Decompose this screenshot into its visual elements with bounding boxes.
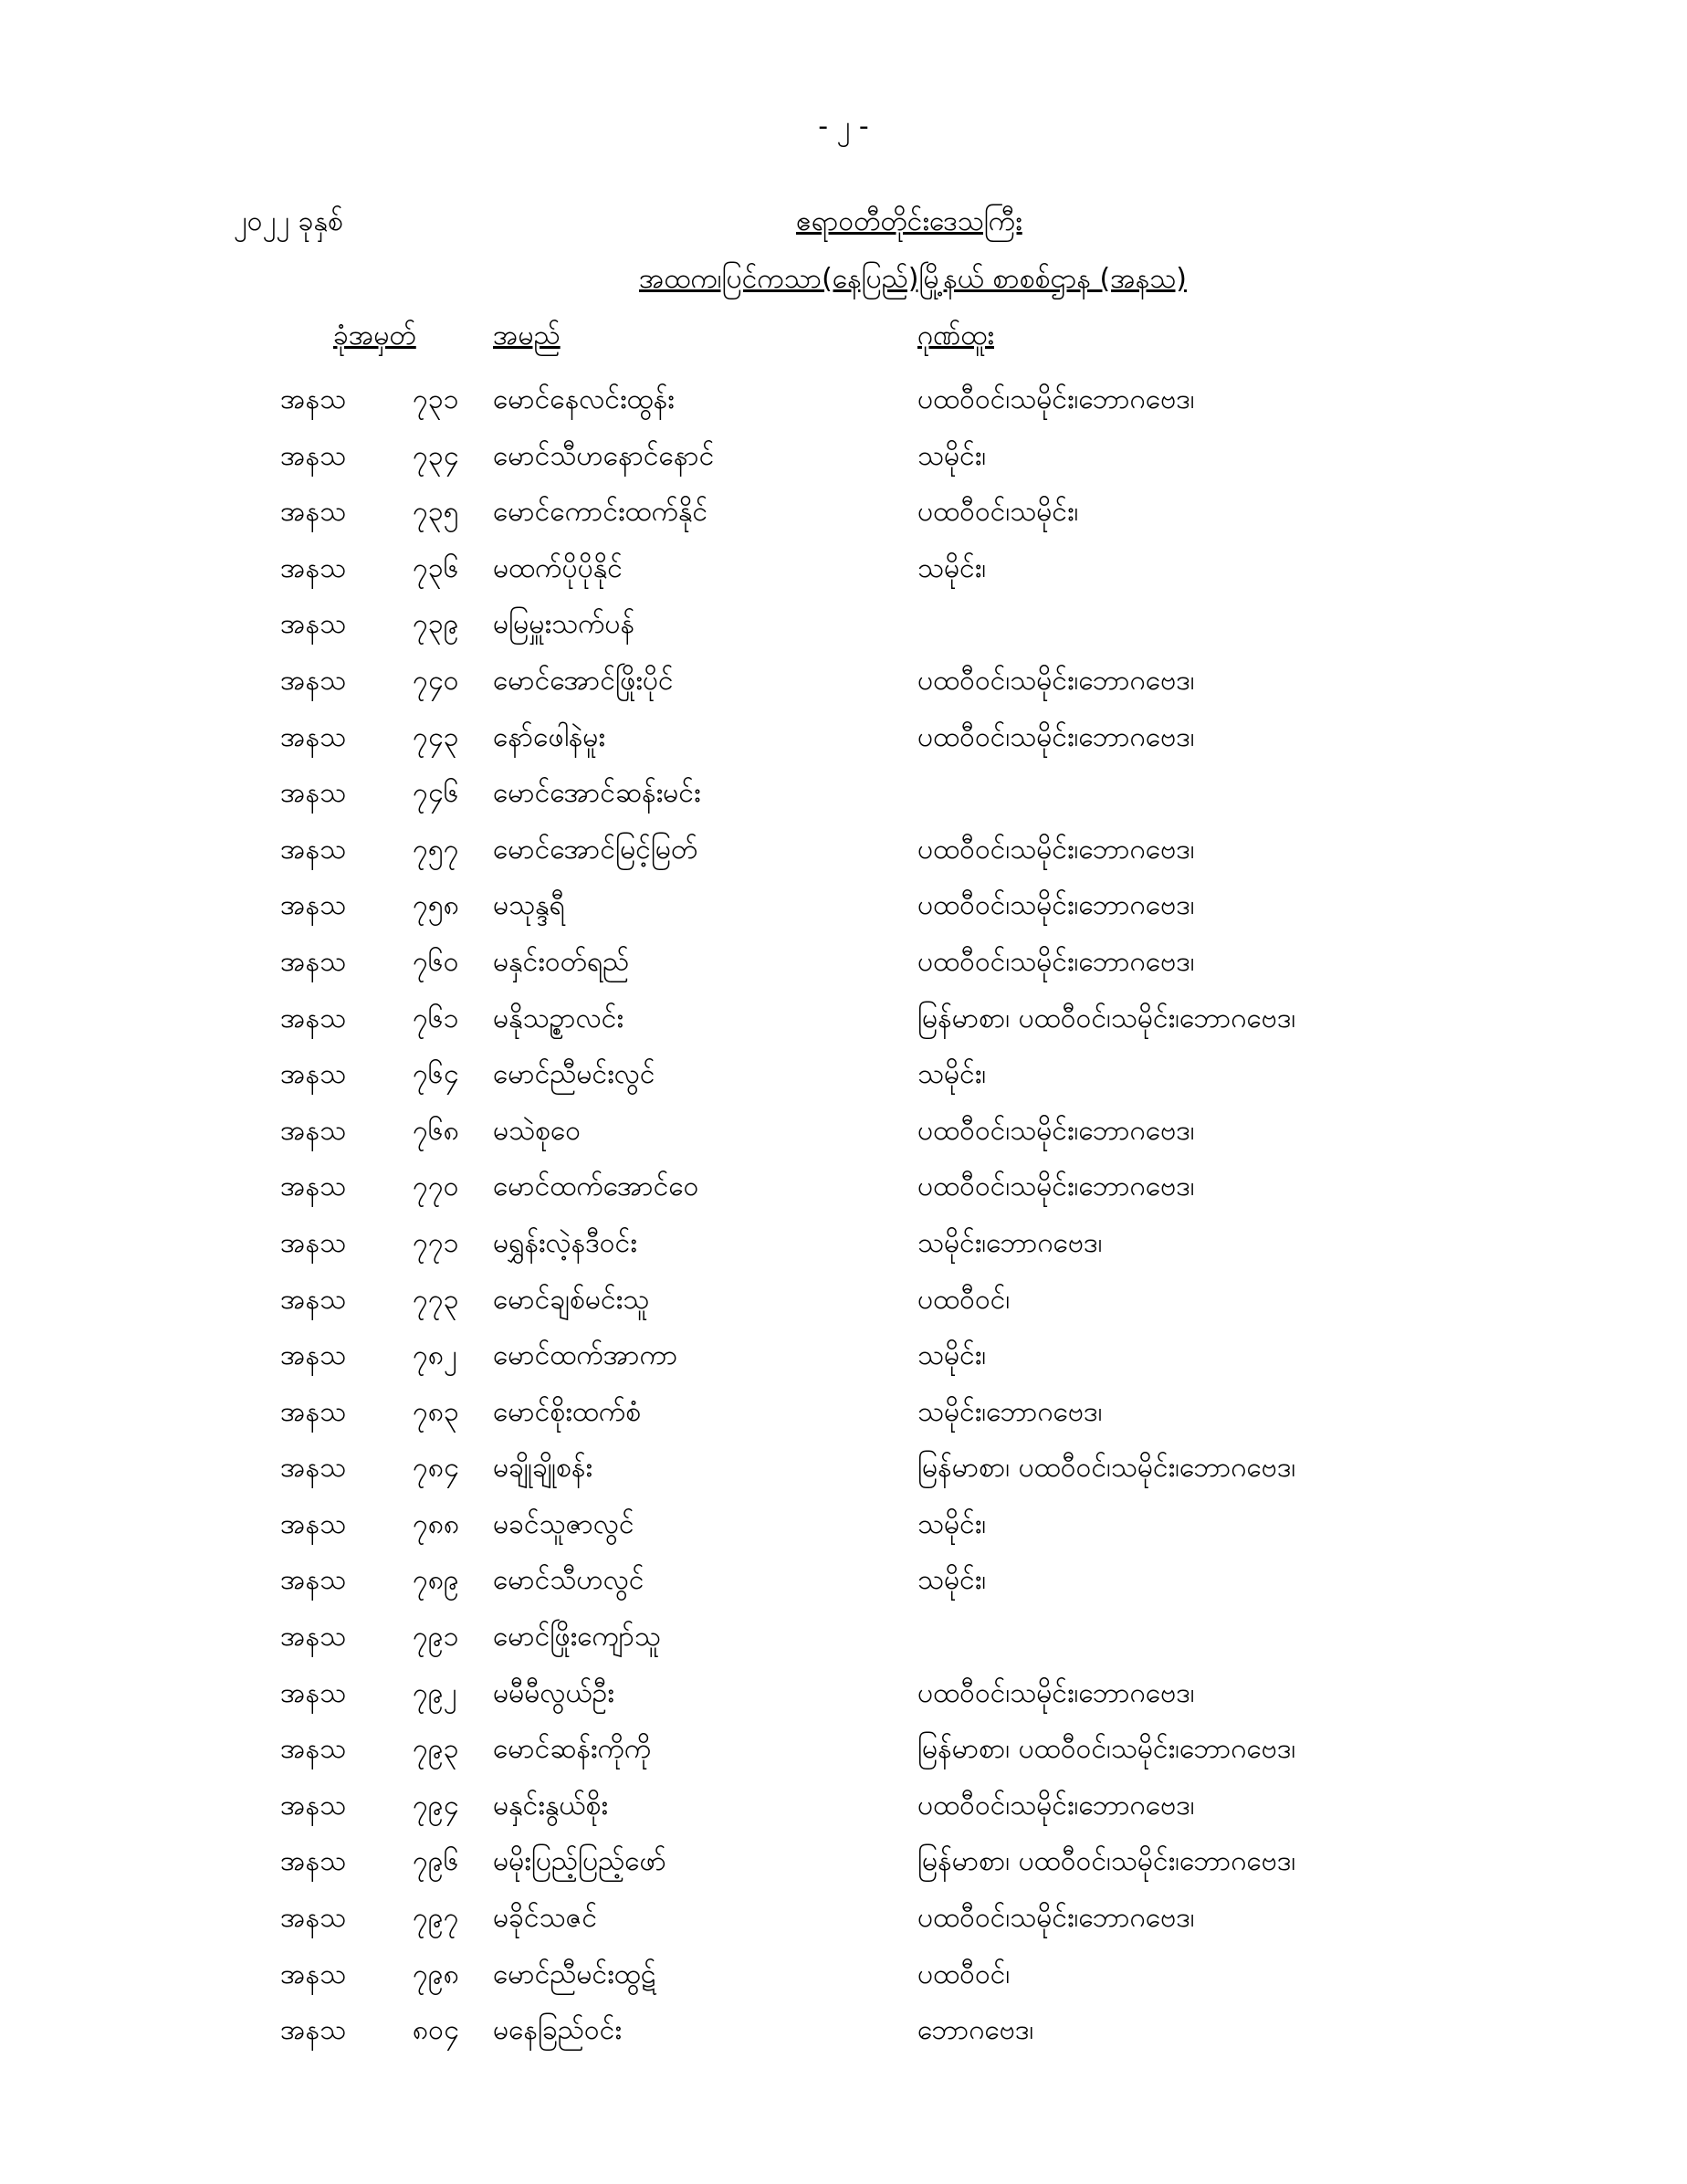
roll-number: ၇၈၉ (413, 1564, 459, 1597)
distinction-subjects: ဘောဂဗေဒ၊ (917, 2014, 1034, 2047)
student-name: မခင်သူဇာလွင် (493, 1507, 634, 1540)
list-item (0, 1550, 1687, 1607)
roll-prefix: အနသ (280, 383, 347, 415)
distinction-subjects: သမိုင်း၊ (917, 551, 987, 584)
student-name: မသုန္ဒရီ (493, 889, 565, 922)
student-name: မောင်ညီမင်းလွင် (493, 1058, 655, 1091)
distinction-subjects: ပထဝီဝင်၊သမိုင်း၊ဘောဂဗေဒ၊ (917, 1114, 1195, 1147)
student-name: မောင်စိုးထက်စံ (493, 1395, 642, 1428)
roll-number: ၇၆၈ (413, 1114, 459, 1147)
list-item (0, 1832, 1687, 1888)
distinction-subjects: သမိုင်း၊ (917, 1507, 987, 1540)
roll-prefix: အနသ (280, 1002, 347, 1034)
roll-number: ၇၈၄ (413, 1452, 459, 1485)
list-item (0, 1664, 1687, 1720)
roll-number: ၇၄၆ (413, 777, 459, 810)
distinction-subjects: ပထဝီဝင်၊သမိုင်း၊ဘောဂဗေဒ၊ (917, 833, 1195, 866)
list-item (0, 1101, 1687, 1158)
column-header-name: အမည် (493, 320, 561, 352)
list-item (0, 1495, 1687, 1551)
roll-prefix: အနသ (280, 1507, 347, 1540)
roll-number: ၇၆၄ (413, 1058, 459, 1091)
list-item (0, 482, 1687, 539)
distinction-subjects: ပထဝီဝင်၊သမိုင်း၊ဘောဂဗေဒ၊ (917, 383, 1195, 415)
distinction-subjects: မြန်မာစာ၊ ပထဝီဝင်၊သမိုင်း၊ဘောဂဗေဒ၊ (917, 1733, 1296, 1766)
roll-prefix: အနသ (280, 1789, 347, 1822)
roll-prefix: အနသ (280, 1171, 347, 1203)
student-name: မနေခြည်ဝင်း (493, 2014, 622, 2047)
roll-prefix: အနသ (280, 439, 347, 472)
roll-number: ၇၃၉ (413, 608, 459, 641)
distinction-subjects: သမိုင်း၊ (917, 1058, 987, 1091)
roll-prefix: အနသ (280, 889, 347, 922)
list-item (0, 2000, 1687, 2057)
student-name: မောင်နေလင်းထွန်း (493, 383, 675, 415)
distinction-subjects: ပထဝီဝင်၊သမိုင်း၊ (917, 496, 1079, 529)
roll-prefix: အနသ (280, 1902, 347, 1935)
list-item (0, 876, 1687, 932)
list-item (0, 1607, 1687, 1664)
roll-number: ၇၇၀ (413, 1171, 459, 1203)
roll-prefix: အနသ (280, 1058, 347, 1091)
roll-number: ၇၃၄ (413, 439, 459, 472)
student-name: နော်ဖေါနဲမူး (493, 720, 606, 753)
roll-number: ၇၉၈ (413, 1958, 459, 1990)
roll-prefix: အနသ (280, 1676, 347, 1709)
student-name: မရွှန်းလဲ့နဒီဝင်း (493, 1226, 637, 1259)
roll-prefix: အနသ (280, 1226, 347, 1259)
distinction-subjects: ပထဝီဝင်၊သမိုင်း၊ဘောဂဗေဒ၊ (917, 1789, 1195, 1822)
student-name: မောင်သီဟနောင်နောင် (493, 439, 715, 472)
roll-number: ၇၈၃ (413, 1395, 459, 1428)
roll-number: ၈၀၄ (413, 2014, 459, 2047)
list-item (0, 1045, 1687, 1101)
distinction-subjects: သမိုင်း၊ဘောဂဗေဒ၊ (917, 1226, 1103, 1259)
distinction-subjects: မြန်မာစာ၊ ပထဝီဝင်၊သမိုင်း၊ဘောဂဗေဒ၊ (917, 1845, 1296, 1878)
student-name: မမိုးပြည့်ပြည့်ဖော် (493, 1845, 666, 1878)
roll-number: ၇၃၆ (413, 551, 459, 584)
list-item (0, 932, 1687, 989)
distinction-subjects: ပထဝီဝင်၊သမိုင်း၊ဘောဂဗေဒ၊ (917, 1171, 1195, 1203)
list-item (0, 1326, 1687, 1382)
student-name: မသဲစုဝေ (493, 1114, 582, 1147)
student-name: မောင်ကောင်းထက်နိုင် (493, 496, 708, 529)
roll-prefix: အနသ (280, 2014, 347, 2047)
roll-prefix: အနသ (280, 1845, 347, 1878)
student-name: မခိုင်သဇင် (493, 1902, 598, 1935)
roll-prefix: အနသ (280, 1564, 347, 1597)
student-name: မမီမီလွယ်ဦး (493, 1676, 614, 1709)
column-header-roll-number: ခုံအမှတ် (333, 320, 416, 352)
list-item (0, 763, 1687, 820)
roll-number: ၇၄၃ (413, 720, 459, 753)
distinction-subjects: မြန်မာစာ၊ ပထဝီဝင်၊သမိုင်း၊ဘောဂဗေဒ၊ (917, 1452, 1296, 1485)
distinction-subjects: ပထဝီဝင်၊သမိုင်း၊ဘောဂဗေဒ၊ (917, 945, 1195, 978)
distinction-subjects: သမိုင်း၊ (917, 1564, 987, 1597)
roll-prefix: အနသ (280, 1733, 347, 1766)
roll-prefix: အနသ (280, 1621, 347, 1654)
distinction-subjects: ပထဝီဝင်၊သမိုင်း၊ဘောဂဗေဒ၊ (917, 664, 1195, 697)
distinction-subjects: ပထဝီဝင်၊သမိုင်း၊ဘောဂဗေဒ၊ (917, 720, 1195, 753)
student-name: မနှင်းနွယ်စိုး (493, 1789, 609, 1822)
student-name: မနိုသဥ္စာလင်း (493, 1002, 623, 1034)
student-name: မောင်ထက်အာကာ (493, 1339, 678, 1372)
student-name: မောင်အောင်မြင့်မြတ် (493, 833, 698, 866)
student-name: မောင်အောင်ဆန်းမင်း (493, 777, 701, 810)
list-item (0, 1438, 1687, 1495)
distinction-subjects: ပထဝီဝင်၊ (917, 1958, 1011, 1990)
distinction-subjects: ပထဝီဝင်၊သမိုင်း၊ဘောဂဗေဒ၊ (917, 889, 1195, 922)
list-item (0, 1382, 1687, 1439)
student-name: မောင်အောင်ဖြိုးပိုင် (493, 664, 674, 697)
list-item (0, 820, 1687, 877)
region-title: ဧရာဝတီတိုင်းဒေသကြီး (796, 205, 1022, 237)
list-item (0, 1776, 1687, 1832)
list-item (0, 1945, 1687, 2001)
roll-prefix: အနသ (280, 1339, 347, 1372)
roll-prefix: အနသ (280, 833, 347, 866)
list-item (0, 370, 1687, 426)
roll-number: ၇၉၆ (413, 1845, 459, 1878)
list-item (0, 708, 1687, 764)
roll-number: ၇၃၁ (413, 383, 459, 415)
roll-number: ၇၆၀ (413, 945, 459, 978)
roll-prefix: အနသ (280, 496, 347, 529)
list-item (0, 539, 1687, 595)
student-name: မောင်သီဟလွင် (493, 1564, 644, 1597)
exam-year: ၂၀၂၂ ခုနှစ် (234, 205, 343, 237)
list-item (0, 989, 1687, 1045)
distinction-subjects: မြန်မာစာ၊ ပထဝီဝင်၊သမိုင်း၊ဘောဂဗေဒ၊ (917, 1002, 1296, 1034)
student-name: မောင်ချစ်မင်းသူ (493, 1283, 650, 1316)
roll-number: ၇၉၃ (413, 1733, 459, 1766)
distinction-subjects: ပထဝီဝင်၊သမိုင်း၊ဘောဂဗေဒ၊ (917, 1676, 1195, 1709)
roll-prefix: အနသ (280, 1452, 347, 1485)
roll-prefix: အနသ (280, 1114, 347, 1147)
roll-number: ၇၈၂ (413, 1339, 457, 1372)
roll-number: ၇၈၈ (413, 1507, 460, 1540)
student-name: မချိုချိုစန်း (493, 1452, 593, 1485)
roll-prefix: အနသ (280, 1958, 347, 1990)
list-item (0, 1719, 1687, 1776)
student-name: မောင်ဖြိုးကျော်သူ (493, 1621, 661, 1654)
roll-prefix: အနသ (280, 664, 347, 697)
student-name: မထက်ပိုပိုနိုင် (493, 551, 623, 584)
roll-number: ၇၉၁ (413, 1621, 459, 1654)
roll-prefix: အနသ (280, 945, 347, 978)
roll-number: ၇၅၇ (413, 833, 459, 866)
list-item (0, 1270, 1687, 1327)
roll-prefix: အနသ (280, 1283, 347, 1316)
student-name: မောင်ဆန်းကိုကို (493, 1733, 652, 1766)
student-name: မနှင်းဝတ်ရည် (493, 945, 630, 978)
roll-number: ၇၃၅ (413, 496, 459, 529)
roll-prefix: အနသ (280, 720, 347, 753)
roll-number: ၇၇၃ (413, 1283, 459, 1316)
exam-center-subtitle: အထက၊ပြင်ကသာ(နေပြည်)မြို့နယ် စာစစ်ဌာန (အနသ) (639, 263, 1187, 295)
roll-prefix: အနသ (280, 551, 347, 584)
roll-number: ၇၅၈ (413, 889, 459, 922)
distinction-subjects: သမိုင်း၊ (917, 1339, 987, 1372)
list-item (0, 651, 1687, 708)
student-name: မောင်ထက်အောင်ဝေ (493, 1171, 699, 1203)
roll-prefix: အနသ (280, 777, 347, 810)
student-name: မောင်ညီမင်းထွဋ် (493, 1958, 656, 1990)
list-item (0, 1157, 1687, 1213)
student-name: မမြမှူးသက်ပန် (493, 608, 635, 641)
list-item (0, 1888, 1687, 1945)
roll-number: ၇၉၇ (413, 1902, 459, 1935)
results-list (0, 370, 1687, 2057)
distinction-subjects: ပထဝီဝင်၊ (917, 1283, 1011, 1316)
list-item (0, 1213, 1687, 1270)
distinction-subjects: သမိုင်း၊ဘောဂဗေဒ၊ (917, 1395, 1103, 1428)
column-header-distinction: ဂုဏ်ထူး (917, 320, 994, 352)
roll-number: ၇၄၀ (413, 664, 459, 697)
roll-number: ၇၆၁ (413, 1002, 459, 1034)
list-item (0, 594, 1687, 651)
page-number: - ၂ - (818, 110, 869, 142)
roll-number: ၇၇၁ (413, 1226, 459, 1259)
list-item (0, 426, 1687, 483)
distinction-subjects: သမိုင်း၊ (917, 439, 987, 472)
distinction-subjects: ပထဝီဝင်၊သမိုင်း၊ဘောဂဗေဒ၊ (917, 1902, 1195, 1935)
roll-prefix: အနသ (280, 608, 347, 641)
roll-prefix: အနသ (280, 1395, 347, 1428)
roll-number: ၇၉၄ (413, 1789, 459, 1822)
roll-number: ၇၉၂ (413, 1676, 457, 1709)
